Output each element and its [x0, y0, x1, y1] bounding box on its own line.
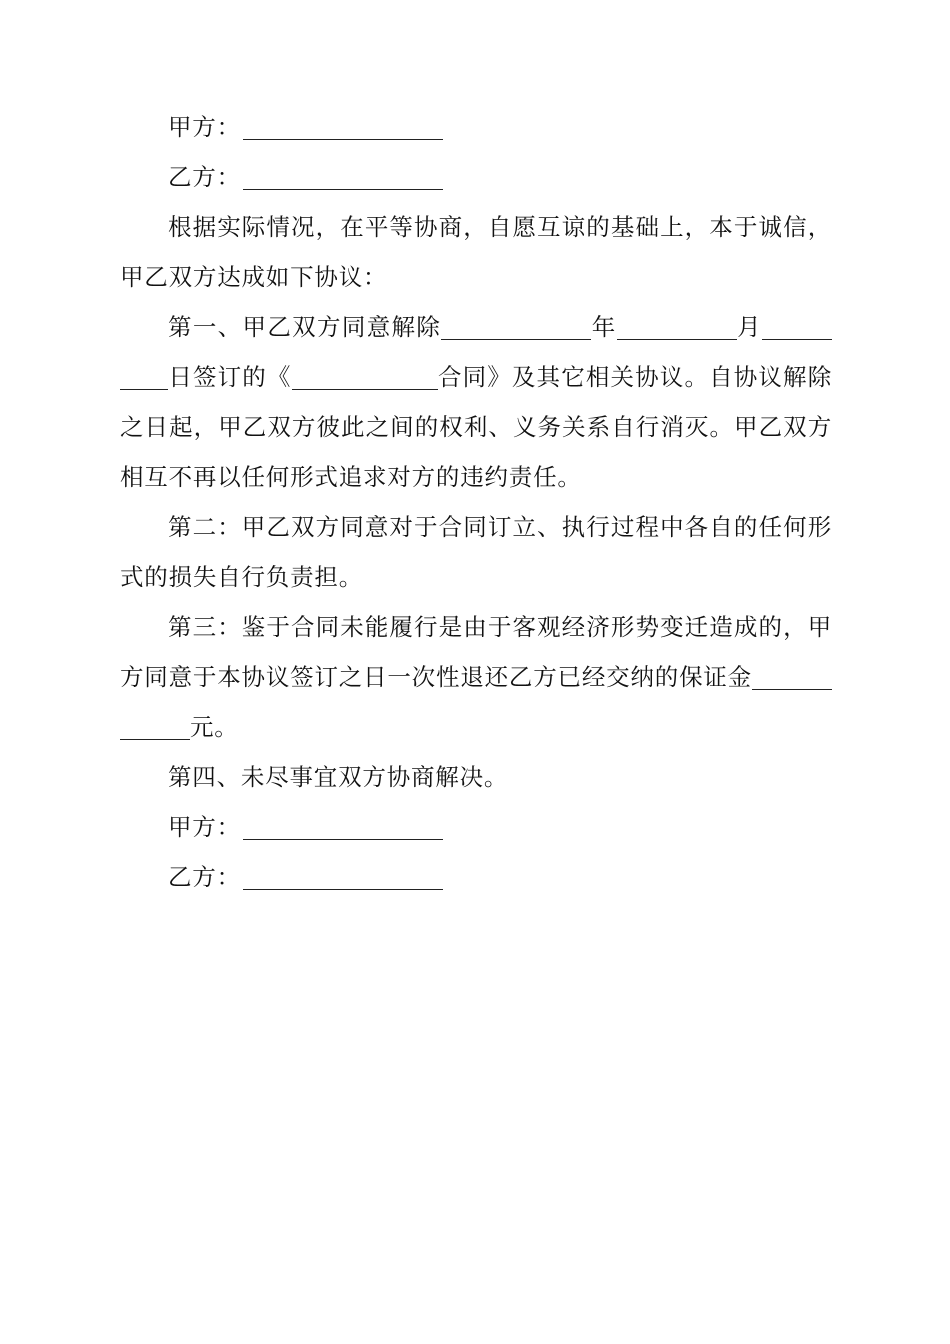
party-b-footer — [120, 852, 832, 902]
party-a-signature-blank[interactable] — [243, 113, 443, 140]
intro-paragraph: 根据实际情况，在平等协商，自愿互谅的基础上，本于诚信，甲乙双方达成如下协议： — [120, 213, 832, 291]
year-blank[interactable] — [441, 313, 591, 340]
month-blank[interactable] — [617, 313, 737, 340]
party-b-footer-blank[interactable] — [243, 863, 443, 890]
clause-1-part2: 日签订的《 — [168, 363, 292, 391]
month-label: 月 — [736, 313, 762, 341]
party-a-footer-label: 甲方： — [168, 813, 241, 841]
clause-1-part1: 第一、甲乙双方同意解除 — [168, 313, 442, 341]
clause-3 — [120, 602, 832, 752]
party-b-label: 乙方： — [168, 163, 241, 191]
party-a-label: 甲方： — [168, 113, 241, 141]
year-label: 年 — [591, 313, 617, 341]
clause-3-text: 第三：鉴于合同未能履行是由于客观经济形势变迁造成的，甲方同意于本协议签订之日一次性退还乙方已经交纳的保证金 — [120, 613, 832, 691]
deposit-amount-blank-continued[interactable] — [120, 713, 190, 740]
clause-3-unit: 元。 — [190, 713, 239, 741]
party-a-footer-blank[interactable] — [243, 813, 443, 840]
clause-4: 第四、未尽事宜双方协商解决。 — [168, 763, 509, 791]
party-b-signature-blank[interactable] — [243, 163, 443, 190]
party-b-footer-label: 乙方： — [168, 863, 241, 891]
clause-1-part3: 合同》及其它相关协议。自协议解除之日起，甲乙双方彼此之间的权利、义务关系自行消灭。甲乙双方相互不再以任何形式追求对方的违约责任。 — [120, 363, 832, 491]
party-a-footer — [120, 802, 832, 852]
contract-name-blank[interactable] — [292, 363, 438, 390]
deposit-amount-blank[interactable] — [752, 663, 832, 690]
day-blank[interactable] — [762, 313, 832, 340]
agreement-document — [120, 102, 832, 902]
clause-2: 第二：甲乙双方同意对于合同订立、执行过程中各自的任何形式的损失自行负责担。 — [120, 513, 832, 591]
day-blank-continued[interactable] — [120, 363, 168, 390]
clause-1 — [120, 302, 832, 502]
party-a-header — [120, 102, 832, 152]
party-b-header — [120, 152, 832, 202]
